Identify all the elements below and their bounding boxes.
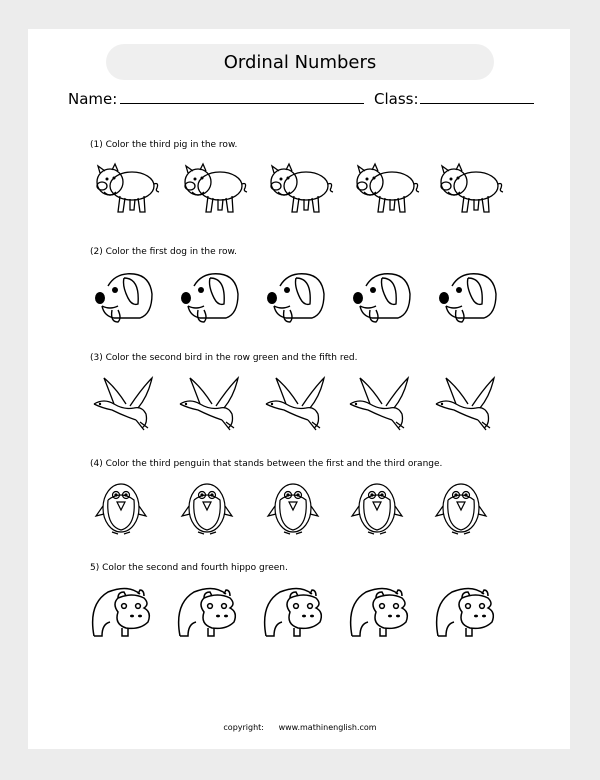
question-5-row (0, 584, 600, 644)
website-link[interactable]: www.mathinenglish.com (278, 723, 377, 732)
question-1-row (0, 162, 600, 222)
question-3-text: (3) Color the second bird in the row green and the fifth red. (90, 353, 358, 363)
bird-icon (432, 374, 502, 434)
question-1-text: (1) Color the third pig in the row. (90, 140, 238, 150)
penguin-icon (258, 478, 328, 538)
hippo-icon (346, 584, 416, 644)
question-5-text: 5) Color the second and fourth hippo green. (90, 563, 288, 573)
name-blank-line (120, 103, 364, 104)
class-blank-line (420, 103, 534, 104)
hippo-icon (432, 584, 502, 644)
hippo-icon (174, 584, 244, 644)
question-2-row (0, 268, 600, 328)
name-label: Name: (68, 90, 118, 108)
pig-icon (264, 162, 334, 222)
question-4-text: (4) Color the third penguin that stands between the first and the third orange. (90, 459, 443, 469)
dog-icon (176, 268, 246, 328)
worksheet-title-banner (106, 44, 494, 80)
penguin-icon (426, 478, 496, 538)
worksheet-title: Ordinal Numbers (223, 51, 377, 73)
bird-icon (346, 374, 416, 434)
question-4-row (0, 478, 600, 538)
pig-icon (350, 162, 420, 222)
question-2-text: (2) Color the first dog in the row. (90, 247, 237, 257)
penguin-icon (172, 478, 242, 538)
name-class-row (68, 88, 538, 110)
dog-icon (434, 268, 504, 328)
dog-icon (90, 268, 160, 328)
hippo-icon (260, 584, 330, 644)
footer (0, 723, 600, 732)
penguin-icon (86, 478, 156, 538)
dog-icon (262, 268, 332, 328)
bird-icon (176, 374, 246, 434)
question-3-row (0, 374, 600, 434)
pig-icon (178, 162, 248, 222)
bird-icon (262, 374, 332, 434)
pig-icon (90, 162, 160, 222)
pig-icon (434, 162, 504, 222)
bird-icon (90, 374, 160, 434)
hippo-icon (88, 584, 158, 644)
class-label: Class: (374, 90, 419, 108)
penguin-icon (342, 478, 412, 538)
copyright-label: copyright: (223, 723, 265, 732)
dog-icon (348, 268, 418, 328)
